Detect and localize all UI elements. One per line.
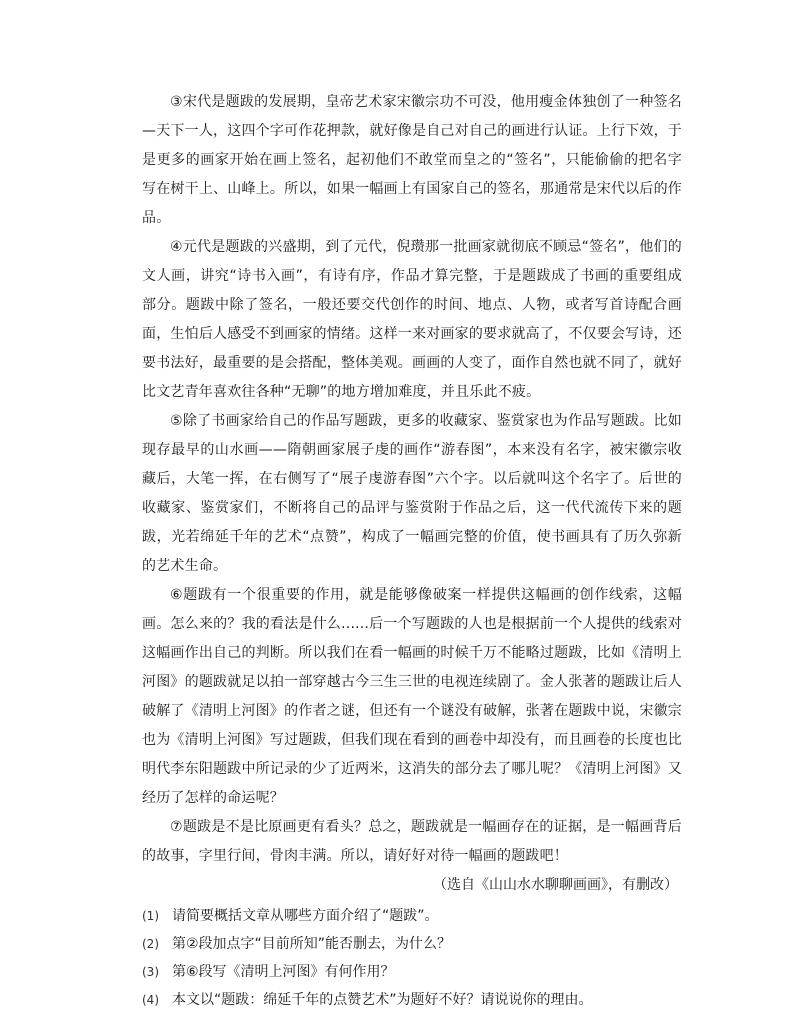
question-item xyxy=(142,902,682,930)
paragraph-7: ⑦题跋是不是比原画更有看头？总之，题跋就是一幅画存在的证据，是一幅画背后的故事，字里行间，骨肉丰满。所以，请好好对待一幅画的题跋吧！ xyxy=(142,819,682,864)
question-text: 第②段加点字“目前所知”能否删去，为什么？ xyxy=(172,936,452,952)
question-item xyxy=(142,986,682,1014)
question-number: (4) xyxy=(142,993,159,1007)
article-body xyxy=(142,88,682,1014)
question-text: 第⑥段写《清明上河图》有何作用？ xyxy=(172,964,395,980)
paragraph-3: ③宋代是题跋的发展期，皇帝艺术家宋徽宗功不可没，他用瘦金体独创了一种签名—天下一人，这四个字可作花押款，就好像是自己对自己的画进行认证。上行下效，于是更多的画家开始在画上签名，起初他们不敢堂而皇之的“签名”，只能偷偷的把名字写在树干上、山峰上。所以，如果一幅画上有国家自己的签名，那通常是宋代以后的作品。 xyxy=(142,94,682,226)
question-item xyxy=(142,958,682,986)
question-number: (1) xyxy=(142,909,159,923)
paragraph-4: ④元代是题跋的兴盛期，到了元代，倪瓒那一批画家就彻底不顾忌“签名”，他们的文人画，讲究“诗书入画”，有诗有序，作品才算完整，于是题跋成了书画的重要组成部分。题跋中除了签名，一般还要交代创作的时间、地点、人物，或者写首诗配合画面，生怕后人感受不到画家的情绪。这样一来对画家的要求就高了，不仅要会写诗，还要书法好，最重要的是会搭配，整体美观。画画的人变了，面作自然也就不同了，就好比文艺青年喜欢往各种“无聊”的地方增加难度，并且乐此不疲。 xyxy=(142,239,682,400)
question-item xyxy=(142,930,682,958)
question-number: (2) xyxy=(142,937,159,951)
paragraph-5: ⑤除了书画家给自己的作品写题跋，更多的收藏家、鉴赏家也为作品写题跋。比如现存最早的山水画——隋朝画家展子虔的画作“游春图”，本来没有名字，被宋徽宗收藏后，大笔一挥，在右侧写了“展子虔游春图”六个字。以后就叫这个名字了。后世的收藏家、鉴赏家们，不断将自己的品评与鉴赏附于作品之后，这一代代流传下来的题跋，光若绵延千年的艺术“点赞”，构成了一幅画完整的价值，使书画具有了历久弥新的艺术生命。 xyxy=(142,413,682,574)
question-text: 请简要概括文章从哪些方面介绍了“题跋”。 xyxy=(172,908,439,924)
question-number: (3) xyxy=(142,965,159,979)
question-text: 本文以“题跋：绵延千年的点赞艺术”为题好不好？请说说你的理由。 xyxy=(172,992,593,1008)
source-citation: （选自《山山水水聊聊画画》，有删改） xyxy=(433,877,678,893)
question-list xyxy=(142,902,682,1014)
paragraph-6: ⑥题跋有一个很重要的作用，就是能够像破案一样提供这幅画的创作线索，这幅画。怎么来的？我的看法是什么......后一个写题跋的人也是根据前一个人提供的线索对这幅画作出自己的判断。所以我们在看一幅画的时候千万不能略过题跋，比如《清明上河图》的题跋就足以拍一部穿越古今三生三世的电视连续剧了。金人张著的题跋让后人破解了《清明上河图》的作者之谜，但还有一个谜没有破解，张著在题跋中说，宋徽宗也为《清明上河图》写过题跋，但我们现在看到的画卷中却没有，而且画卷的长度也比明代李东阳题跋中所记录的少了近两米，这消失的部分去了哪儿呢？《清明上河图》又经历了怎样的命运呢？ xyxy=(142,587,682,806)
